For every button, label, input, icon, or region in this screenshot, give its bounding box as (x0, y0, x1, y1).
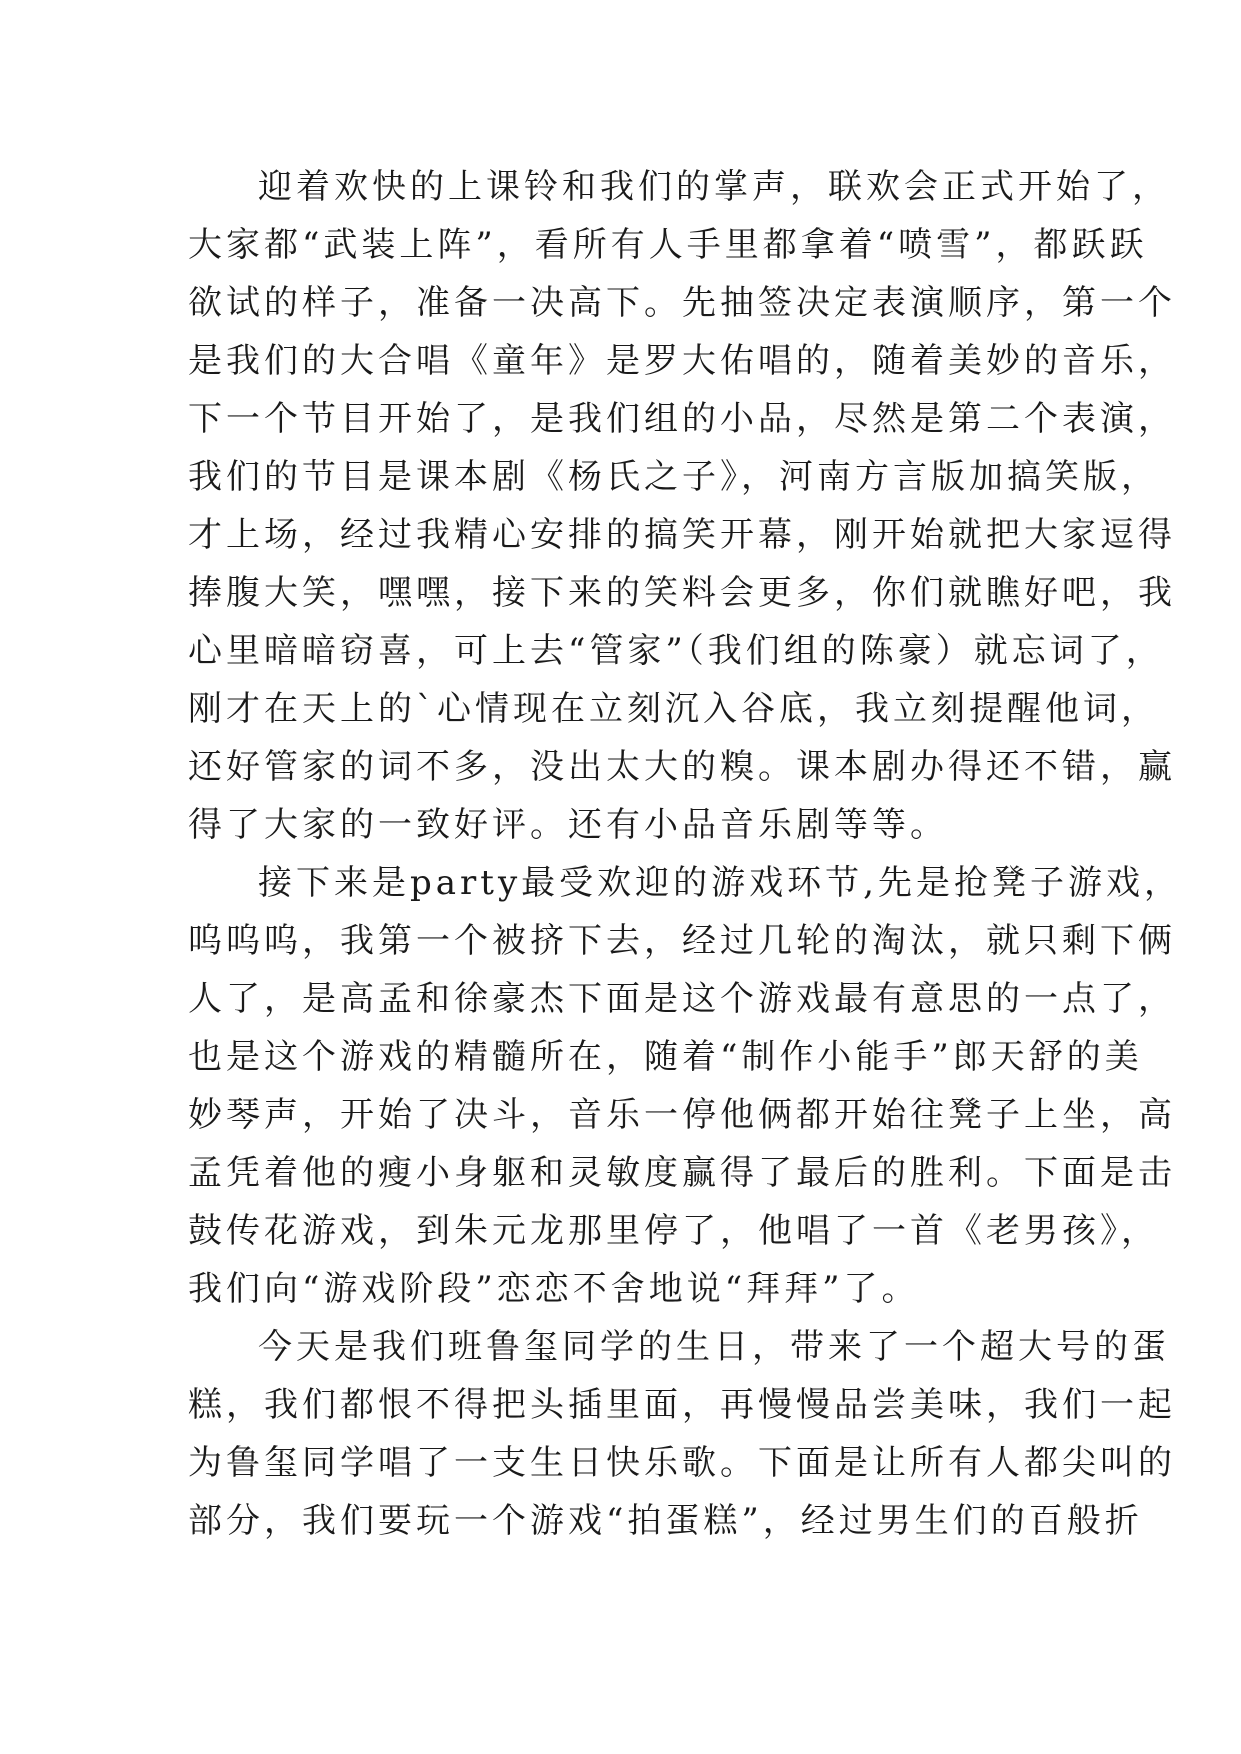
text-line: 人了，是高孟和徐豪杰下面是这个游戏最有意思的一点了， (188, 979, 1176, 1019)
text-line: 才上场，经过我精心安排的搞笑开幕，刚开始就把大家逗得 (188, 515, 1176, 555)
text-line: 也是这个游戏的精髓所在，随着“制作小能手”郎天舒的美 (188, 1037, 1143, 1077)
paragraph-3 (188, 1318, 1176, 1550)
text-line: 捧腹大笑，嘿嘿，接下来的笑料会更多，你们就瞧好吧，我 (188, 573, 1176, 613)
text-line: 还好管家的词不多，没出太大的糗。课本剧办得还不错，赢 (188, 747, 1176, 787)
text-line: 今天是我们班鲁玺同学的生日，带来了一个超大号的蛋 (258, 1327, 1170, 1367)
paragraph-2 (188, 854, 1182, 1318)
text-line: 孟凭着他的瘦小身躯和灵敏度赢得了最后的胜利。下面是击 (188, 1153, 1176, 1193)
text-line: 妙琴声，开始了决斗，音乐一停他俩都开始往凳子上坐，高 (188, 1095, 1176, 1135)
text-line: 呜呜呜，我第一个被挤下去，经过几轮的淘汰，就只剩下俩 (188, 921, 1176, 961)
text-line: 迎着欢快的上课铃和我们的掌声，联欢会正式开始了， (258, 167, 1170, 207)
text-line: 欲试的样子，准备一决高下。先抽签决定表演顺序，第一个 (188, 283, 1176, 323)
document-body (188, 158, 1182, 1550)
text-line: 我们的节目是课本剧《杨氏之子》，河南方言版加搞笑版， (188, 457, 1159, 497)
text-line: 是我们的大合唱《童年》是罗大佑唱的，随着美妙的音乐， (188, 341, 1176, 381)
text-line: 鼓传花游戏，到朱元龙那里停了，他唱了一首《老男孩》， (188, 1211, 1159, 1251)
text-line: 部分，我们要玩一个游戏“拍蛋糕”，经过男生们的百般折 (188, 1501, 1143, 1541)
text-line: 为鲁玺同学唱了一支生日快乐歌。下面是让所有人都尖叫的 (188, 1443, 1176, 1483)
text-line: 心里暗暗窃喜，可上去“管家”（我们组的陈豪）就忘词了， (188, 631, 1164, 671)
text-line: 接下来是party最受欢迎的游戏环节,先是抢凳子游戏， (258, 863, 1182, 903)
text-line: 下一个节目开始了，是我们组的小品，尽然是第二个表演， (188, 399, 1176, 439)
paragraph-1 (188, 158, 1176, 854)
text-line: 我们向“游戏阶段”恋恋不舍地说“拜拜”了。 (188, 1269, 920, 1309)
text-line: 刚才在天上的`心情现在立刻沉入谷底，我立刻提醒他词， (188, 689, 1159, 729)
text-line: 得了大家的一致好评。还有小品音乐剧等等。 (188, 805, 948, 845)
text-line: 大家都“武装上阵”，看所有人手里都拿着“喷雪”，都跃跃 (188, 225, 1148, 265)
text-line: 糕，我们都恨不得把头插里面，再慢慢品尝美味，我们一起 (188, 1385, 1176, 1425)
